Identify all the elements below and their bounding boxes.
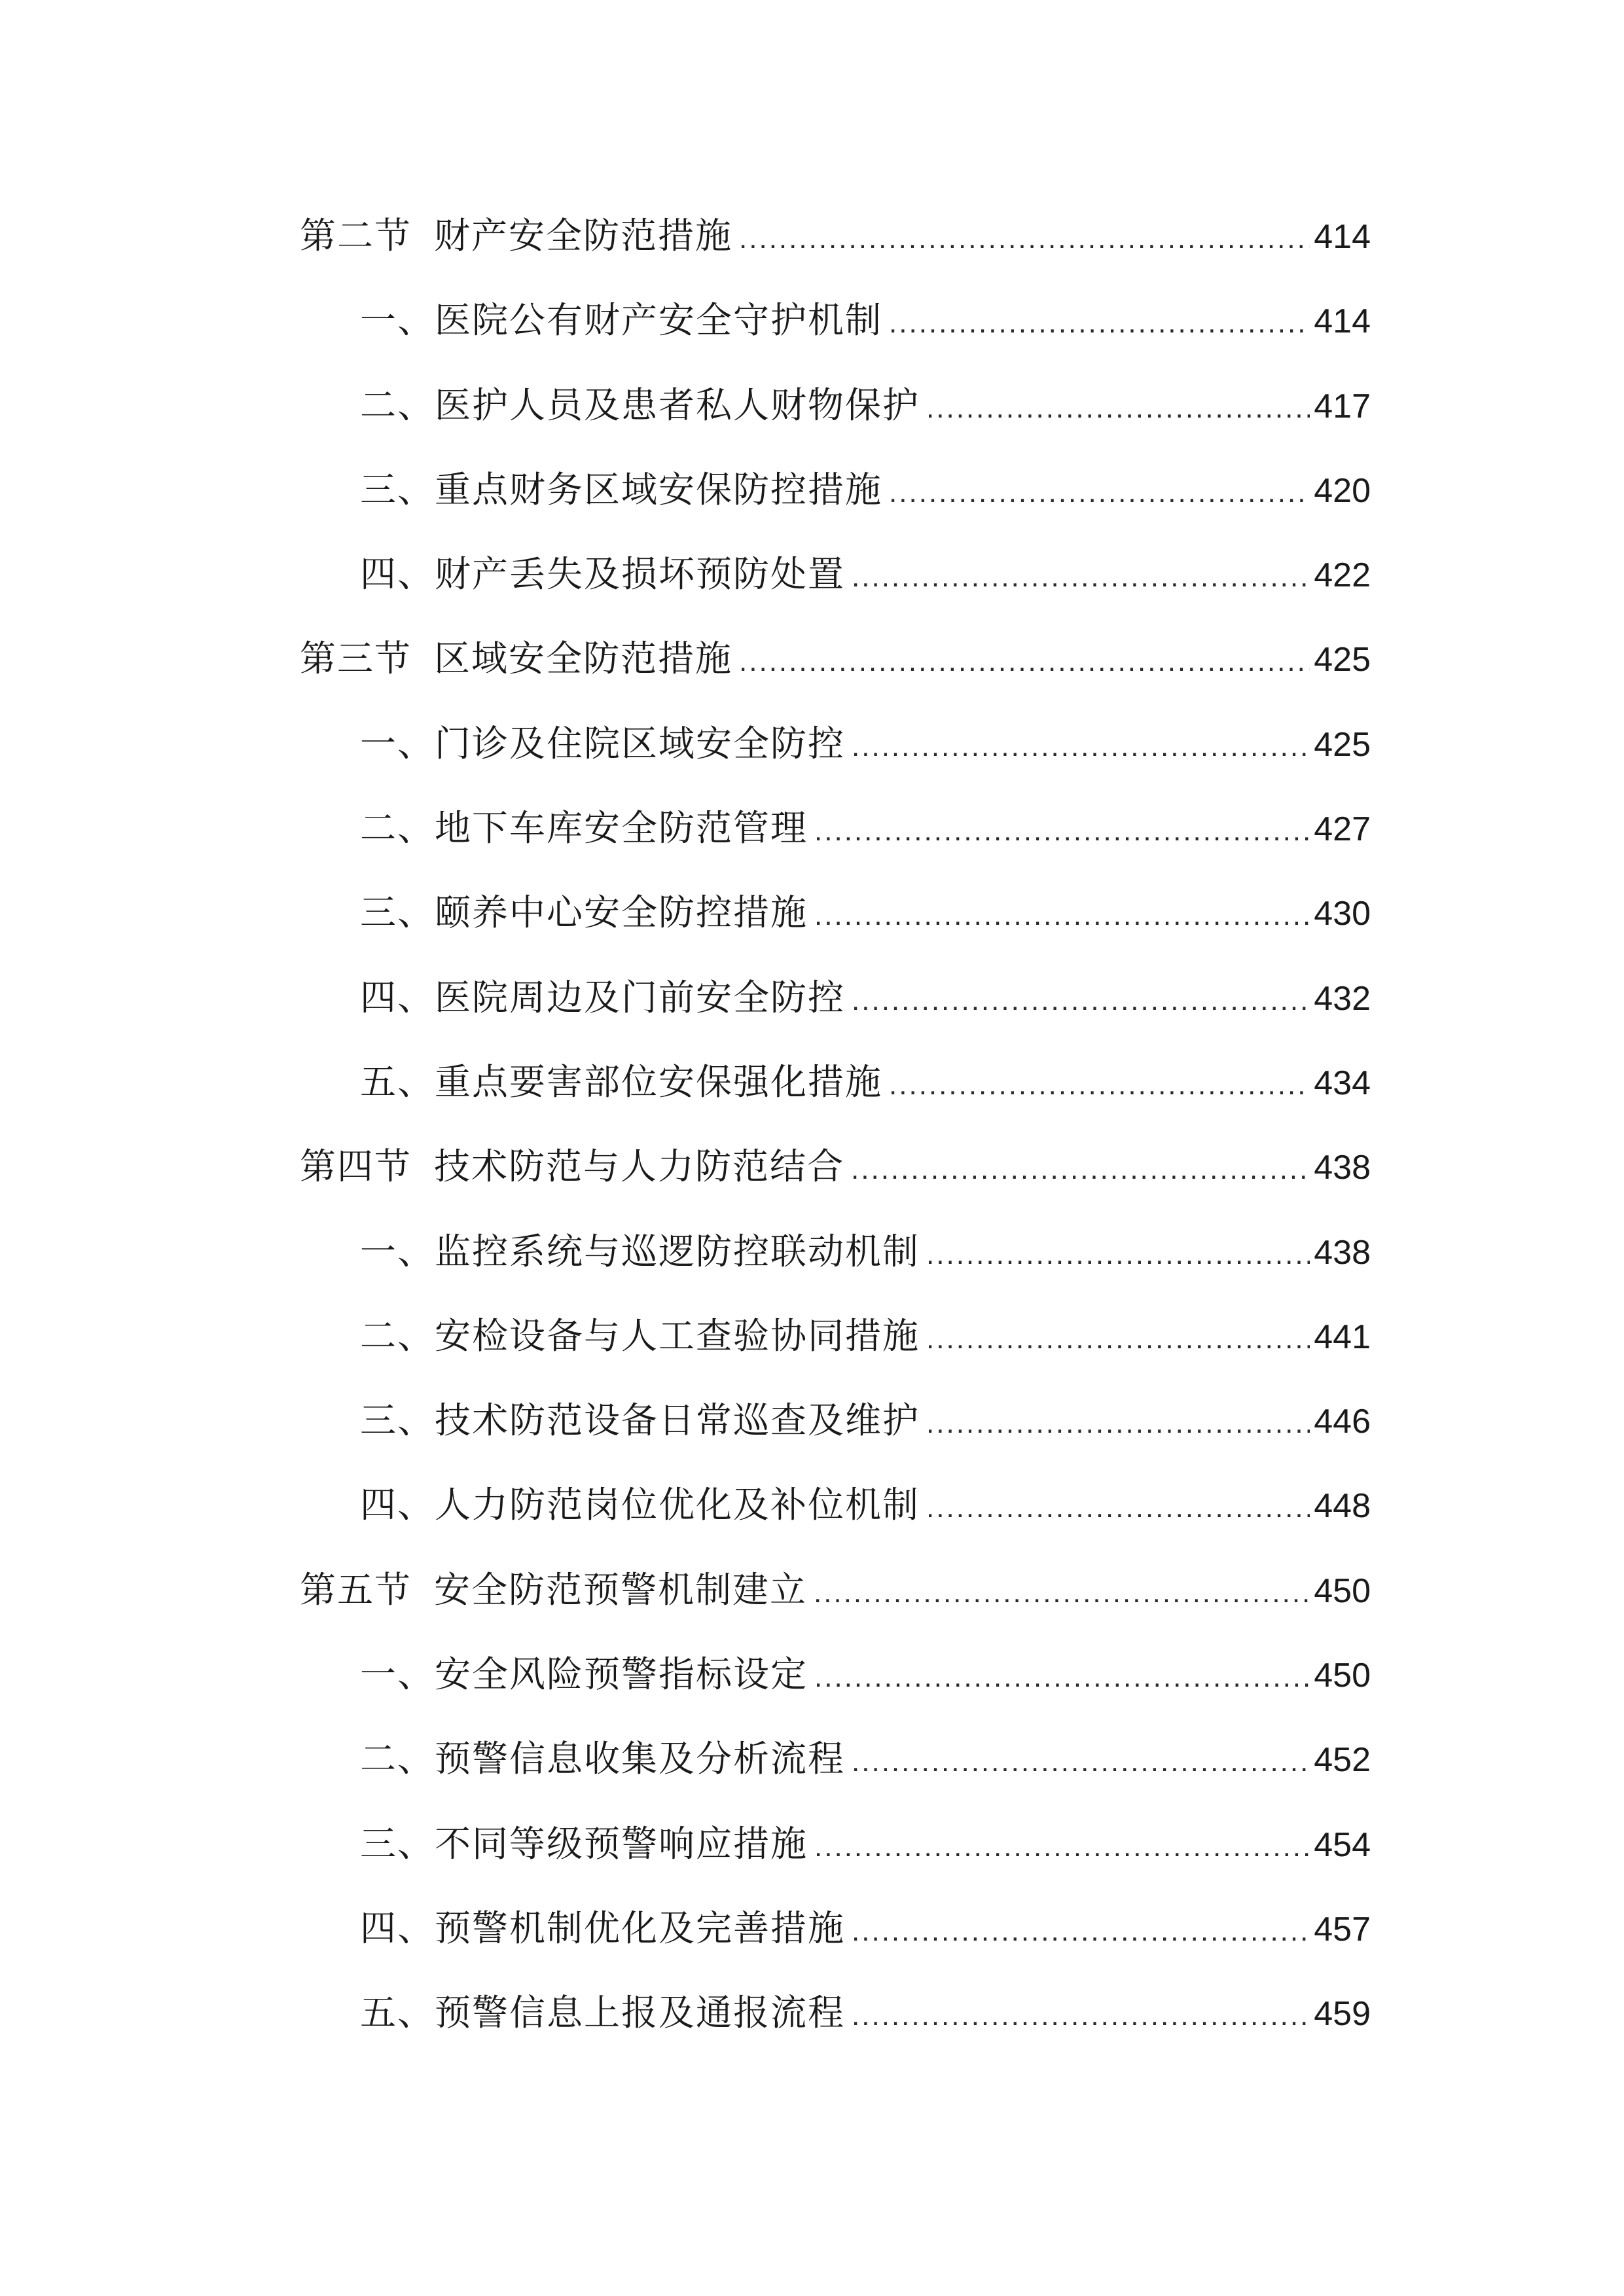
toc-entry-title: 一、医院公有财产安全守护机制 [360, 299, 883, 342]
toc-page-number: 425 [1314, 725, 1371, 764]
toc-dot-leader [889, 281, 1310, 365]
toc-entry-title: 四、人力防范岗位优化及补位机制 [360, 1484, 920, 1526]
toc-dot-leader [852, 958, 1310, 1043]
toc-entry-title: 四、医院周边及门前安全防控 [360, 976, 846, 1018]
toc-entry-title: 二、安检设备与人工查验协同措施 [360, 1314, 920, 1357]
toc-section-number: 第三节 [300, 637, 412, 680]
toc-dot-leader [814, 789, 1310, 873]
toc-page-number: 420 [1314, 471, 1371, 510]
toc-page-number: 448 [1314, 1487, 1371, 1526]
toc-dot-leader [739, 196, 1310, 281]
toc-subsection-entry[interactable] [300, 1463, 1371, 1547]
toc-entry-title: 一、监控系统与巡逻防控联动机制 [360, 1230, 920, 1272]
toc-dot-leader [852, 1889, 1310, 1973]
toc-subsection-entry[interactable] [300, 1717, 1371, 1801]
toc-section-number: 第五节 [300, 1568, 412, 1611]
toc-subsection-entry[interactable] [300, 870, 1371, 955]
toc-dot-leader [852, 1973, 1310, 2058]
toc-dot-leader [926, 1465, 1310, 1550]
toc-page-number: 414 [1314, 218, 1371, 256]
toc-dot-leader [851, 1127, 1310, 1211]
toc-dot-leader [852, 535, 1310, 619]
toc-page-number: 441 [1314, 1318, 1371, 1356]
toc-page-number: 425 [1314, 641, 1371, 679]
toc-entry-title: 三、不同等级预警响应措施 [360, 1822, 808, 1865]
toc-dot-leader [852, 704, 1310, 789]
toc-subsection-entry[interactable] [300, 448, 1371, 532]
toc-dot-leader [852, 1719, 1310, 1804]
toc-page-number: 430 [1314, 895, 1371, 933]
toc-page-number: 450 [1314, 1571, 1371, 1610]
toc-page-number: 432 [1314, 979, 1371, 1018]
toc-subsection-entry[interactable] [300, 956, 1371, 1040]
toc-dot-leader [814, 1804, 1310, 1889]
toc-page-number: 417 [1314, 387, 1371, 425]
toc-dot-leader [926, 1297, 1310, 1381]
toc-subsection-entry[interactable] [300, 278, 1371, 363]
toc-subsection-entry[interactable] [300, 786, 1371, 870]
toc-entry-label [300, 617, 732, 701]
toc-entry-title: 三、颐养中心安全防控措施 [360, 891, 808, 934]
toc-page-number: 422 [1314, 556, 1371, 595]
toc-subsection-entry[interactable] [300, 1802, 1371, 1886]
toc-page-number: 434 [1314, 1064, 1371, 1102]
toc-section-entry[interactable] [300, 1548, 1371, 1632]
toc-subsection-entry[interactable] [300, 1971, 1371, 2055]
toc-subsection-entry[interactable] [300, 1378, 1371, 1463]
toc-section-number: 第二节 [300, 215, 412, 257]
toc-page-number: 438 [1314, 1233, 1371, 1272]
toc-dot-leader [926, 1212, 1310, 1297]
toc-entry-title: 二、预警信息收集及分析流程 [360, 1738, 846, 1780]
toc-section-number: 第四节 [300, 1145, 412, 1188]
toc-entry-title: 四、财产丢失及损坏预防处置 [360, 553, 846, 596]
toc-subsection-entry[interactable] [300, 702, 1371, 786]
toc-entry-title: 一、安全风险预警指标设定 [360, 1653, 808, 1696]
toc-page-number: 459 [1314, 1995, 1371, 2034]
toc-subsection-entry[interactable] [300, 1632, 1371, 1717]
toc-entry-title: 财产安全防范措施 [434, 215, 733, 257]
toc-page-number: 454 [1314, 1825, 1371, 1864]
toc-entry-label [300, 1548, 807, 1632]
toc-page-number: 427 [1314, 810, 1371, 849]
toc-page-number: 457 [1314, 1910, 1371, 1948]
toc-entry-title: 三、技术防范设备日常巡查及维护 [360, 1399, 920, 1442]
toc-subsection-entry[interactable] [300, 1040, 1371, 1124]
toc-dot-leader [926, 366, 1310, 450]
toc-subsection-entry[interactable] [300, 1886, 1371, 1971]
toc-page-number: 452 [1314, 1741, 1371, 1780]
toc-page-number: 438 [1314, 1149, 1371, 1187]
toc-page-number: 414 [1314, 302, 1371, 341]
toc-entry-title: 二、医护人员及患者私人财物保护 [360, 384, 920, 426]
toc-subsection-entry[interactable] [300, 1294, 1371, 1378]
toc-entry-title: 五、重点要害部位安保强化措施 [360, 1060, 883, 1103]
toc-subsection-entry[interactable] [300, 532, 1371, 617]
toc-entry-label [300, 1124, 844, 1209]
toc-entry-title: 一、门诊及住院区域安全防控 [360, 722, 846, 764]
toc-entry-title: 二、地下车库安全防范管理 [360, 807, 808, 850]
toc-entry-title: 安全防范预警机制建立 [434, 1568, 808, 1611]
toc-entry-title: 区域安全防范措施 [434, 637, 733, 680]
toc-subsection-entry[interactable] [300, 1210, 1371, 1294]
toc-entry-title: 三、重点财务区域安保防控措施 [360, 468, 883, 511]
table-of-contents [300, 194, 1371, 2056]
toc-entry-label [300, 194, 732, 278]
toc-entry-title: 五、预警信息上报及通报流程 [360, 1992, 846, 2034]
toc-section-entry[interactable] [300, 194, 1371, 278]
toc-section-entry[interactable] [300, 1124, 1371, 1209]
toc-section-entry[interactable] [300, 617, 1371, 701]
toc-dot-leader [889, 450, 1310, 535]
toc-subsection-entry[interactable] [300, 363, 1371, 448]
toc-dot-leader [926, 1381, 1310, 1465]
toc-dot-leader [814, 873, 1310, 958]
toc-page-number: 446 [1314, 1403, 1371, 1441]
toc-dot-leader [889, 1043, 1310, 1127]
toc-dot-leader [739, 619, 1310, 704]
toc-dot-leader [814, 1551, 1310, 1635]
toc-dot-leader [814, 1635, 1310, 1719]
toc-entry-title: 四、预警机制优化及完善措施 [360, 1907, 846, 1949]
toc-page-number: 450 [1314, 1657, 1371, 1695]
toc-entry-title: 技术防范与人力防范结合 [434, 1145, 845, 1188]
